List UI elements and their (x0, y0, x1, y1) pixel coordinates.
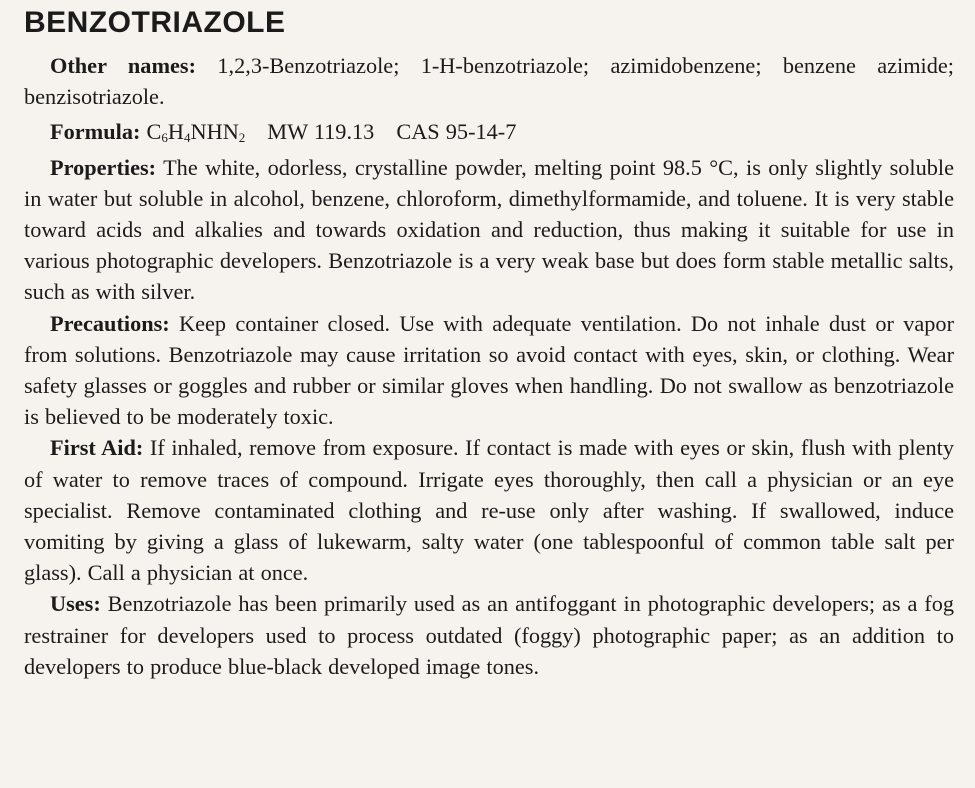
precautions-label: Precautions: (50, 310, 170, 336)
formula-h: H (167, 119, 184, 145)
formula-c: C (146, 119, 162, 145)
precautions-text: Keep container closed. Use with adequate ventilation. Do not inhale dust or vapor from solutions. Benzotriazole may cause irritation so avoid contact with eyes, skin, or clothing. Wear safety glasses or goggles and rubber or similar gloves when handling. Do not swallow as benzotriazole is believed to be moderately toxic. (24, 310, 954, 430)
properties-paragraph (24, 152, 954, 308)
properties-text: The white, odorless, crystalline powder, melting point 98.5 °C, is only slightly soluble in water but soluble in alcohol, benzene, chloroform, dimethylformamide, and toluene. It is very stable toward acids and alkalies and towards oxidation and reduction, thus making it suitable for use in various photographic developers. Benzotriazole is a very weak base but does form stable metallic salts, such as with silver. (24, 154, 954, 305)
first-aid-paragraph (24, 432, 954, 588)
first-aid-label: First Aid: (50, 435, 144, 461)
cas-number: CAS 95-14-7 (396, 119, 517, 145)
other-names-paragraph (24, 50, 954, 112)
formula-n-sub: 2 (238, 130, 246, 146)
formula-paragraph (24, 116, 954, 147)
properties-label: Properties: (50, 154, 157, 180)
page-title: BENZOTRIAZOLE (24, 6, 286, 39)
formula-h-sub: 4 (183, 130, 191, 146)
formula-c-sub: 6 (161, 130, 168, 146)
formula-value (147, 119, 246, 144)
uses-label: Uses: (50, 591, 101, 617)
other-names-text: 1,2,3-Benzotriazole; 1-H-benzotriazole; azimidobenzene; benzene azimide; benzisotriazole. (24, 53, 954, 110)
precautions-paragraph (24, 308, 954, 433)
document-page (24, 6, 954, 682)
uses-paragraph (24, 588, 954, 682)
first-aid-text: If inhaled, remove from exposure. If contact is made with eyes or skin, flush with plenty of water to remove traces of compound. Irrigate eyes thoroughly, then call a physician or an eye specialist. Remove contaminated clothing and re-use only after washing. If swallowed, induce vomiting by giving a glass of lukewarm, salty water (one tablespoonful of common table salt per glass). Call a physician at once. (24, 435, 954, 586)
other-names-label: Other names: (50, 53, 197, 78)
formula-nhn: NHN (190, 119, 239, 145)
molecular-weight: MW 119.13 (267, 119, 375, 145)
uses-text: Benzotriazole has been primarily used as an antifoggant in photographic developers; as a fog restrainer for developers used to process outdated (foggy) photographic paper; as an addition to developers to produce blue-black developed image tones. (24, 591, 954, 679)
formula-label: Formula: (50, 119, 141, 145)
